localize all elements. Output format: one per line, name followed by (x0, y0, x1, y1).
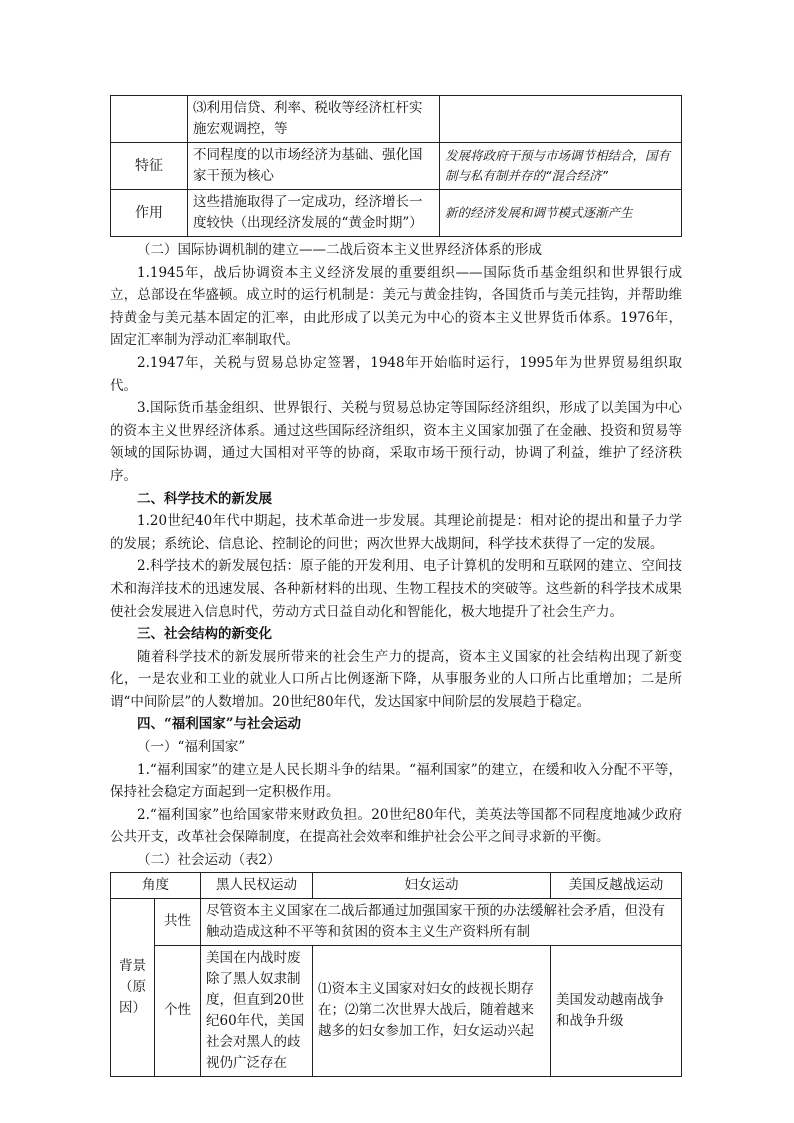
row-label (111, 96, 188, 143)
paragraph: 随着科学技术的新发展所带来的社会生产力的提高，资本主义国家的社会结构出现了新变化，一是农业和工业的就业人口所占比例逐渐下降，从事服务业的人口所占比重增加；二是所谓“中间阶层”的人数增加。20世纪80年代，发达国家中间阶层的发展趋于稳定。 (110, 648, 682, 710)
policy-table (110, 95, 682, 237)
table-cell: 新的经济发展和调节模式逐渐产生 (440, 190, 682, 237)
paragraph: 2.1947年，关税与贸易总协定签署，1948年开始临时运行，1995年为世界贸易组织取代。 (110, 354, 682, 394)
paragraph: 3.国际货币基金组织、世界银行、关税与贸易总协定等国际经济组织，形成了以美国为中心的资本主义世界经济体系。通过这些国际经济组织，资本主义国家加强了在金融、投资和贸易等领域的国际协调，通过大国相对平等的协商，采取市场干预行动，协调了利益，维护了经济秩序。 (110, 400, 682, 484)
table-header-row (111, 872, 682, 898)
row-label-effect: 作用 (111, 190, 188, 237)
table-row (111, 945, 682, 1076)
antiwar-cell: 美国发动越南战争和战争升级 (551, 945, 682, 1076)
section-title: （二）国际协调机制的建立——二战后资本主义世界经济体系的形成 (137, 242, 542, 258)
paragraph: 2.科学技术的新发展包括：原子能的开发利用、电子计算机的发明和互联网的建立、空间技术和海洋技术的迅速发展、各种新材料的出现、生物工程技术的突破等。这些新的科学技术成果使社会发展进入信息时代，劳动方式日益自动化和智能化，极大地提升了社会生产力。 (110, 558, 682, 620)
document-page (110, 95, 682, 1077)
row-label-features: 特征 (111, 143, 188, 190)
individual-label: 个性 (155, 945, 201, 1076)
table-row (111, 190, 682, 237)
table-cell: 发展将政府干预与市场调节相结合，国有制与私有制并存的“混合经济” (440, 143, 682, 190)
column-header: 妇女运动 (313, 872, 551, 898)
social-movement-table (110, 872, 682, 1077)
table-cell: 不同程度的以市场经济为基础、强化国家干预为核心 (188, 143, 440, 190)
column-header: 角度 (111, 872, 201, 898)
section-heading: 二、科学技术的新发展 (137, 490, 272, 507)
paragraph: 1.20世纪40年代中期起，技术革命进一步发展。其理论前提是：相对论的提出和量子力学的发展；系统论、信息论、控制论的问世；两次世界大战期间，科学技术获得了一定的发展。 (110, 513, 682, 552)
body-text (110, 239, 682, 872)
subsection-title: （一）“福利国家” (137, 739, 246, 756)
table-cell: ⑶利用信贷、利率、税收等经济杠杆实施宏观调控，等 (188, 96, 440, 143)
column-header: 黑人民权运动 (201, 872, 313, 898)
column-header: 美国反越战运动 (551, 872, 682, 898)
women-movement-cell: ⑴资本主义国家对妇女的歧视长期存在；⑵第二次世界大战后，随着越来越多的妇女参加工作，妇女运动兴起 (313, 945, 551, 1076)
subsection-title: （二）社会运动（表2） (137, 852, 281, 869)
table-row (111, 143, 682, 190)
table-cell (440, 96, 682, 143)
paragraph: 1.“福利国家”的建立是人民长期斗争的结果。“福利国家”的建立，在缓和收入分配不平等，保持社会稳定方面起到一定积极作用。 (110, 761, 682, 801)
common-label: 共性 (155, 898, 201, 945)
black-rights-cell: 美国在内战时废除了黑人奴隶制度，但直到20世纪60年代，美国社会对黑人的歧视仍广泛存在 (201, 945, 313, 1076)
table-row (111, 96, 682, 143)
table-row (111, 898, 682, 945)
section-heading: 三、社会结构的新变化 (137, 626, 272, 643)
paragraph: 2.“福利国家”也给国家带来财政负担。20世纪80年代，美英法等国都不同程度地减少政府公共开支，改革社会保障制度，在提高社会效率和维护社会公平之间寻求新的平衡。 (110, 806, 682, 846)
common-text: 尽管资本主义国家在二战后都通过加强国家干预的办法缓解社会矛盾，但没有触动造成这种不平等和贫困的资本主义生产资料所有制 (201, 898, 682, 945)
paragraph: 1.1945年，战后协调资本主义经济发展的重要组织——国际货币基金组织和世界银行成立，总部设在华盛顿。成立时的运行机制是：美元与黄金挂钩，各国货币与美元挂钩，并帮助维持黄金与美元基本固定的汇率，由此形成了以美元为中心的资本主义世界货币体系。1976年，固定汇率制为浮动汇率制取代。 (110, 264, 682, 349)
background-label: 背景（原因） (111, 898, 155, 1076)
table-cell: 这些措施取得了一定成功，经济增长一度较快（出现经济发展的“黄金时期”） (188, 190, 440, 237)
section-heading: 四、“福利国家”与社会运动 (137, 716, 302, 733)
